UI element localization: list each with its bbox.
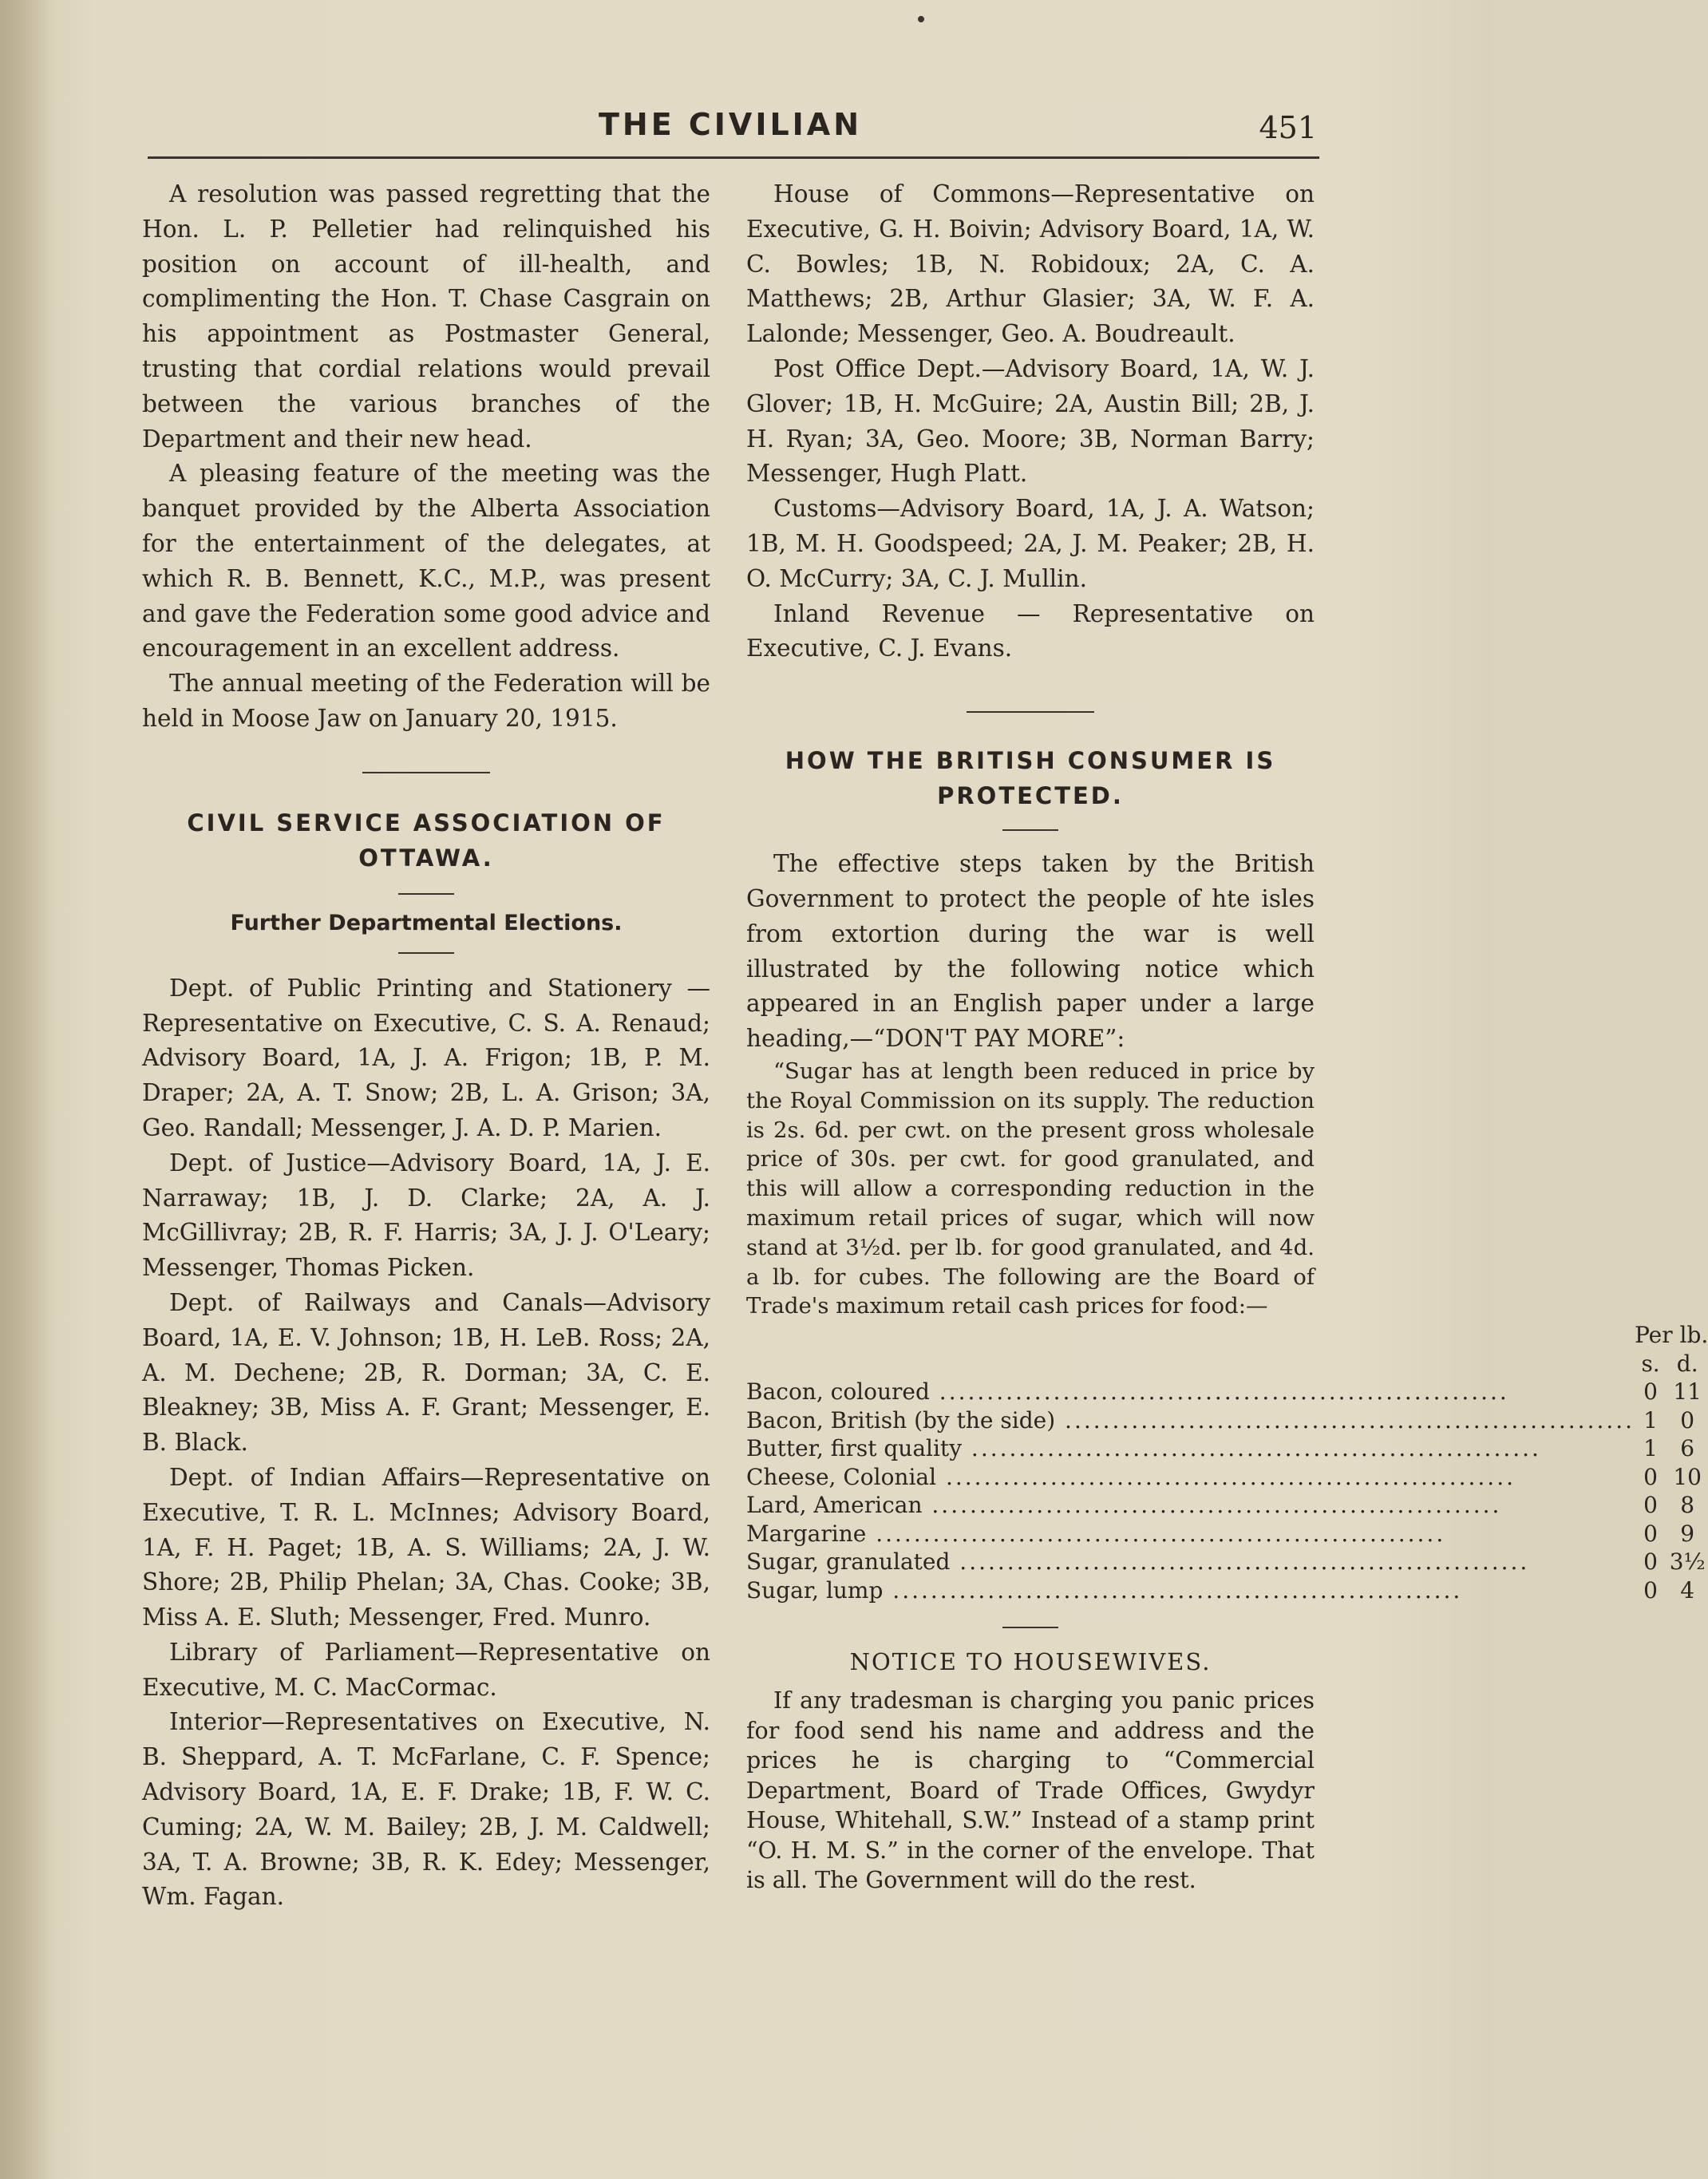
price-shillings: 1	[1643, 1435, 1658, 1462]
price-item-label: Butter, first quality	[746, 1435, 963, 1462]
price-row	[746, 1548, 1708, 1576]
election-paragraph: Interior—Representatives on Executive, N. B. Sheppard, A. T. McFarlane, C. F. Spence; Advisory Board, 1A, E. F. Drake; 1B, F. W. C. Cuming; 2A, W. M. Bailey; 2B, J. M. Caldwell; 3A, T. A. Browne; 3B, R. K. Edey; Messenger, Wm. Fagan.	[142, 1708, 710, 1911]
paragraph: A resolution was passed regretting that the Hon. L. P. Pelletier had relinquished his position on account of ill-health, and complimenting the Hon. T. Chase Casgrain on his appointment as Postmaster General, trusting that cordial relations would prevail between the various branches of the Department and their new head.	[142, 180, 710, 453]
pence-header: d.	[1676, 1350, 1698, 1377]
price-pence: 9	[1680, 1520, 1695, 1547]
leader-dots: ............................................................	[883, 1576, 1463, 1604]
leader-dots: ............................................................	[962, 1435, 1541, 1462]
price-item-label: Lard, American	[746, 1492, 923, 1519]
price-item	[746, 1548, 1635, 1576]
shillings-header: s.	[1641, 1350, 1660, 1377]
price-pence: 0	[1680, 1406, 1695, 1434]
election-paragraph: Dept. of Public Printing and Stationery —Representative on Executive, C. S. A. Renaud; Advisory Board, 1A, J. A. Frigon; 1B, P. M. Draper; 2A, A. T. Snow; 2B, L. A. Grison; 3A, Geo. Randall; Messenger, J. A. D. P. Marien.	[142, 974, 710, 1141]
price-table-header	[746, 1321, 1708, 1350]
header-rule	[148, 156, 1319, 159]
leader-dots: ............................................................	[1055, 1406, 1635, 1434]
price-shillings: 0	[1643, 1520, 1658, 1547]
price-row	[746, 1491, 1708, 1520]
leader-dots: ............................................................	[950, 1548, 1530, 1576]
price-row	[746, 1406, 1708, 1435]
price-pence: 10	[1673, 1463, 1702, 1490]
running-header	[144, 102, 1317, 150]
price-shillings: 0	[1643, 1378, 1658, 1406]
leader-dots: ............................................................	[922, 1492, 1502, 1519]
price-pence: 4	[1680, 1576, 1695, 1604]
price-item	[746, 1434, 1635, 1463]
price-pence: 3½	[1669, 1548, 1706, 1576]
unit-header: Per lb.	[1635, 1322, 1708, 1349]
quote-text: “Sugar has at length been reduced in price by the Royal Commission on its supply. The reduction is 2s. 6d. per cwt. on the present gross wholesale price of 30s. per cwt. for good granulated, and this will allow a corresponding reduction in the maximum retail prices of sugar, which will now stand at 3½d. per lb. for good granulated, and 4d. a lb. for cubes. The following are the Board of Trade's maximum retail cash prices for food:—	[746, 1058, 1315, 1319]
article-heading: CIVIL SERVICE ASSOCIATION OF OTTAWA.	[187, 809, 666, 872]
price-table	[746, 1321, 1708, 1604]
price-row	[746, 1434, 1708, 1463]
ink-speck	[918, 16, 924, 22]
paragraph: A pleasing feature of the meeting was the banquet provided by the Alberta Association for the entertainment of the delegates, at which R. B. Bennett, K.C., M.P., was present and gave the Federation some good advice and encouragement in an excellent address.	[142, 460, 710, 662]
price-item	[746, 1378, 1635, 1406]
left-column	[142, 177, 710, 1915]
price-pence: 8	[1680, 1492, 1695, 1519]
price-shillings: 1	[1643, 1406, 1658, 1434]
price-row	[746, 1463, 1708, 1492]
price-row	[746, 1378, 1708, 1406]
notice-text: If any tradesman is charging you panic prices for food send his name and address and the prices he is charging to “Commercial Department, Board of Trade Offices, Gwydyr House, Whitehall, S.W.” Instead of a stamp print “O. H. M. S.” in the corner of the envelope. That is all. The Government will do the rest.	[746, 1687, 1315, 1894]
price-row	[746, 1576, 1708, 1605]
leader-dots: ............................................................	[866, 1520, 1446, 1547]
article-subheading: Further Departmental Elections.	[230, 910, 623, 935]
price-shillings: 0	[1643, 1492, 1658, 1519]
price-item-label: Bacon, British (by the side)	[746, 1406, 1056, 1434]
price-item-label: Cheese, Colonial	[746, 1463, 937, 1490]
price-item-label: Sugar, lump	[746, 1576, 884, 1604]
price-item-label: Margarine	[746, 1520, 867, 1547]
election-paragraph: Post Office Dept.—Advisory Board, 1A, W. J. Glover; 1B, H. McGuire; 2A, Austin Bill; 2B, J. H. Ryan; 3A, Geo. Moore; 3B, Norman Barry; Messenger, Hugh Platt.	[746, 354, 1315, 488]
price-shillings: 0	[1643, 1463, 1658, 1490]
election-paragraph: House of Commons—Representative on Executive, G. H. Boivin; Advisory Board, 1A, W. C. Bowles; 1B, N. Robidoux; 2A, C. A. Matthews; 2B, Arthur Glasier; 3A, W. F. A. Lalonde; Messenger, Geo. A. Boudreault.	[746, 180, 1315, 348]
binding-shadow	[0, 0, 56, 2179]
page-number: 451	[1259, 110, 1317, 145]
price-item	[746, 1576, 1635, 1605]
price-item-label: Sugar, granulated	[746, 1548, 951, 1576]
journal-title: THE CIVILIAN	[598, 107, 863, 142]
price-table-subheader	[746, 1350, 1708, 1378]
election-paragraph: Dept. of Railways and Canals—Advisory Board, 1A, E. V. Johnson; 1B, H. LeB. Ross; 2A, A. M. Dechene; 2B, R. Dorman; 3A, C. E. Bleakney; 3B, Miss A. F. Grant; Messenger, E. B. Black.	[142, 1288, 710, 1457]
right-column	[746, 177, 1708, 1896]
price-pence: 6	[1680, 1435, 1695, 1462]
leader-dots: ............................................................	[936, 1463, 1516, 1490]
price-item	[746, 1406, 1635, 1435]
price-shillings: 0	[1643, 1548, 1658, 1576]
paragraph: The annual meeting of the Federation will be held in Moose Jaw on January 20, 1915.	[142, 670, 710, 732]
election-paragraph: Dept. of Indian Affairs—Representative on Executive, T. R. L. McInnes; Advisory Board, 1A, F. H. Paget; 1B, A. S. Williams; 2A, J. W. Shore; 2B, Philip Phelan; 3A, Chas. Cooke; 3B, Miss A. E. Sluth; Messenger, Fred. Munro.	[142, 1463, 710, 1631]
notice-title: NOTICE TO HOUSEWIVES.	[849, 1648, 1212, 1676]
election-paragraph: Library of Parliament—Representative on Executive, M. C. MacCormac.	[142, 1638, 710, 1701]
price-item	[746, 1463, 1635, 1492]
election-paragraph: Inland Revenue — Representative on Executive, C. J. Evans.	[746, 599, 1315, 662]
election-paragraph: Customs—Advisory Board, 1A, J. A. Watson; 1B, M. H. Goodspeed; 2A, J. M. Peaker; 2B, H. O. McCurry; 3A, C. J. Mullin.	[746, 495, 1315, 592]
election-paragraph: Dept. of Justice—Advisory Board, 1A, J. E. Narraway; 1B, J. D. Clarke; 2A, A. J. McGillivray; 2B, R. F. Harris; 3A, J. J. O'Leary; Messenger, Thomas Picken.	[142, 1149, 710, 1282]
price-pence: 11	[1673, 1378, 1702, 1406]
price-shillings: 0	[1643, 1576, 1658, 1604]
quoted-notice	[746, 1057, 1315, 1321]
price-item	[746, 1491, 1635, 1520]
leader-dots: ............................................................	[929, 1378, 1509, 1406]
price-item-label: Bacon, coloured	[746, 1378, 930, 1406]
article-intro: The effective steps taken by the British Government to protect the people of hte isles from extortion during the war is well illustrated by the following notice which appeared in an English paper under a large heading,—“DON'T PAY MORE”:	[746, 850, 1315, 1053]
price-rows	[746, 1378, 1708, 1604]
price-item	[746, 1520, 1635, 1548]
price-row	[746, 1520, 1708, 1548]
article-heading: HOW THE BRITISH CONSUMER IS PROTECTED.	[785, 747, 1276, 810]
notice	[746, 1686, 1315, 1896]
